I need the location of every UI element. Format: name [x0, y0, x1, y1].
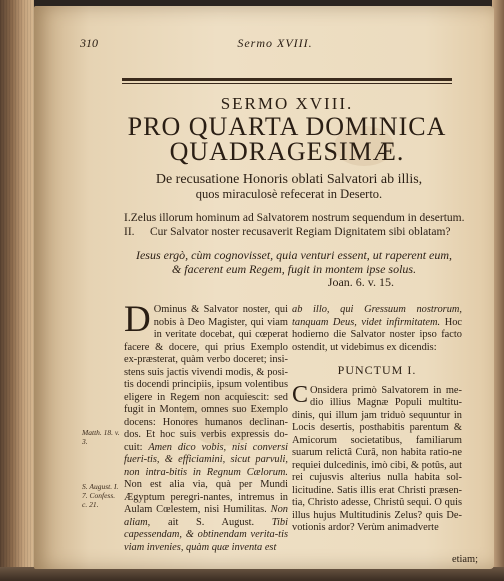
quote-reference: Joan. 6. v. 15. [327, 275, 394, 289]
book-binding-edge [0, 0, 34, 581]
margin-note: Matth. 18. v. 3. [82, 428, 120, 446]
scripture-quote [134, 249, 454, 290]
left-column-text: ait S. August. [167, 516, 255, 528]
subtitle-line-1: De recusatione Honoris oblati Salvatori ab illis, [155, 172, 423, 187]
point-item [124, 211, 465, 225]
left-column-text: Ominus & Salvator noster, qui nobis à Deo Magister, qui viam in veritate docebat, qui cœperat facere & docere, qui prius Exemplo ex-præsterat, quàm verbo doceret; insi-stens suis jactis vivendi modis, & posi-tis docendi principiis, ipsum volentibus eligere in Regem non acquiescit: sed fugit in Montem, omnes suo Exemplo docens: Honores humanos declinan-dos. Et hoc suis verbis expressis do-cuit: [124, 304, 288, 453]
left-column-italic: Amen dico vobis, nisi conversi fueri-tis, & efficiamini, sicut parvuli, non intra-bitis in Regnum Cælorum. [124, 441, 288, 478]
point-text: Cur Salvator noster recusaverit Regiam Dignitatem sibi oblatam? [150, 226, 451, 238]
punctum-heading: PUNCTUM I. [337, 363, 417, 377]
right-column [292, 304, 462, 535]
right-column-body: Onsidera primò Salvatorem in me-dio illius Magnæ Populi multitu-dinis, qui illum jam triduò sequuntur in Locis desertis, posthabitis parentum & Amicorum societatibus, familiarum suarum relictâ Curâ, non habita ratio-ne requiei dulcedinis, imò cibi, & potûs, aut rei cujusvis alterius nulla habita sol-licitudine. Satis illis erat Christi præsen-tia, Christo adesse, Christû sequi. O quis illus hujus Multitudinis Zelus? quis De-votionis ardor? Verùm animadverte [292, 384, 462, 533]
title-line-1: PRO QUARTA DOMINICA [127, 112, 447, 141]
quote-text: Iesus ergò, cùm cognovisset, quia venturi essent, ut raperent eum, & facerent eum Regem, fugit in montem ipse solus. [135, 248, 453, 276]
point-number: I. [124, 212, 131, 224]
right-column-italic: ab illo, qui Gressuum nostrorum, tanquam Deus, videt infirmitatem. [292, 304, 462, 328]
subtitle-line-2: quos miraculosè refecerat in Deserto. [195, 187, 383, 201]
sermon-number: SERMO XVIII. [220, 94, 354, 113]
book-bottom-edge [0, 567, 504, 581]
page-header [80, 36, 480, 56]
header-rule-thick [122, 78, 452, 81]
left-column-italic: Non aliam, [124, 504, 288, 528]
sermon-points [124, 211, 465, 239]
point-item [124, 225, 454, 239]
point-text: Zelus illorum hominum ad Salvatorem nostrum sequendum in desertum. [130, 212, 465, 224]
catchword: etiam; [452, 554, 478, 565]
point-number: II. [124, 226, 135, 238]
drop-cap: D [124, 299, 151, 340]
book-page [34, 6, 494, 569]
page-number: 310 [80, 36, 98, 50]
running-head: Sermo XVIII. [237, 36, 313, 50]
header-rule-thin [122, 83, 452, 84]
drop-cap: C [292, 381, 309, 408]
sermon-subtitle [116, 172, 462, 202]
right-column-text: Hoc hodierno die Salvator noster ipso facto ostendit, ut videbimus ex dicendis: [292, 316, 462, 353]
left-column-italic: Tibi capessendam, & obtinendam verita-tis viam invenies, quàm quæ inventa est [124, 516, 288, 553]
sermon-title [112, 114, 462, 164]
left-column [124, 299, 288, 554]
title-line-2: QUADRAGESIMÆ. [169, 137, 405, 166]
margin-note: S. August. I. 7. Confess. c. 21. [82, 482, 119, 509]
left-column-text: Non est alia via, quà per Mundi Ægyptum peregri-nantes, intremus in Aulam Cœlestem, nisi Humilitas. [124, 479, 288, 515]
